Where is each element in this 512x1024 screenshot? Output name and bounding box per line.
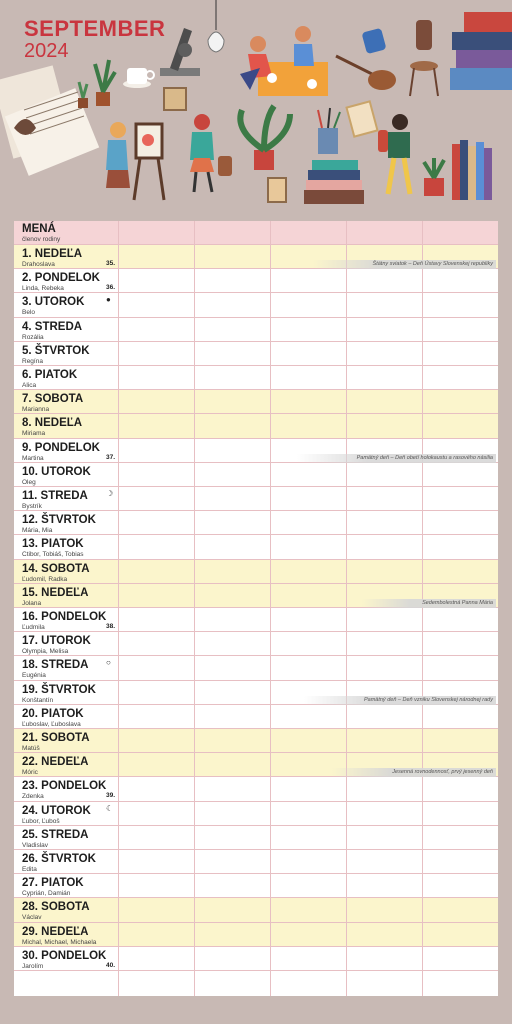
member-cell[interactable]	[346, 560, 347, 583]
member-cell[interactable]	[346, 293, 347, 316]
member-cell[interactable]	[118, 487, 119, 510]
day-label: 1. NEDEĽA	[22, 248, 83, 260]
holiday-note: Sedembolestná Panna Mária	[362, 599, 496, 608]
member-cell[interactable]	[194, 826, 195, 849]
day-label: 3. UTOROK	[22, 296, 85, 309]
member-cell[interactable]	[270, 947, 271, 970]
member-cell[interactable]	[346, 366, 347, 389]
member-cell[interactable]	[270, 414, 271, 437]
day-row	[14, 850, 498, 874]
member-cell[interactable]	[194, 850, 195, 873]
member-cell[interactable]	[118, 245, 119, 268]
member-cell[interactable]	[270, 560, 271, 583]
member-cell[interactable]	[270, 293, 271, 316]
day-row	[14, 656, 498, 680]
member-cell[interactable]	[194, 753, 195, 776]
day-row	[14, 777, 498, 801]
member-cell[interactable]	[346, 947, 347, 970]
member-cell[interactable]	[118, 608, 119, 631]
day-label: 10. UTOROK	[22, 465, 91, 478]
member-cell[interactable]	[270, 463, 271, 486]
member-cell[interactable]	[118, 414, 119, 437]
books-illustration	[450, 12, 512, 90]
day-row	[14, 535, 498, 559]
day-label: 8. NEDEĽA	[22, 417, 83, 430]
day-row	[14, 705, 498, 729]
member-cell[interactable]	[422, 560, 423, 583]
day-label: 22. NEDEĽA	[22, 756, 89, 769]
member-cell[interactable]	[422, 293, 423, 316]
member-cell[interactable]	[194, 923, 195, 946]
pencil-cup-illustration	[318, 108, 340, 154]
member-cell[interactable]	[346, 414, 347, 437]
nameday-names: Belo	[22, 309, 36, 317]
member-cell[interactable]	[346, 826, 347, 849]
day-label: 5. ŠTVRTOK	[22, 344, 90, 357]
nameday-names: Martina	[22, 454, 44, 462]
member-cell[interactable]	[118, 342, 119, 365]
day-row	[14, 511, 498, 535]
nameday-names: Jolana	[22, 599, 42, 607]
member-cell[interactable]	[194, 487, 195, 510]
lamp-illustration	[208, 0, 224, 52]
member-cell[interactable]	[422, 414, 423, 437]
member-cell[interactable]	[118, 318, 119, 341]
day-label: 4. STREDA	[22, 320, 83, 333]
year-title: 2024	[24, 40, 69, 62]
member-cell[interactable]	[118, 826, 119, 849]
day-label: 11. STREDA	[22, 490, 88, 502]
member-cell[interactable]	[270, 777, 271, 800]
member-cell[interactable]	[118, 777, 119, 800]
stool-illustration	[410, 20, 438, 96]
frame-illustration	[164, 88, 186, 110]
member-cell[interactable]	[422, 487, 423, 510]
nameday-names: Móric	[22, 769, 38, 777]
nameday-names: Olympia, Melisa	[22, 648, 69, 656]
names-header: MENÁ	[22, 223, 56, 235]
day-label: 15. NEDEĽA	[22, 586, 89, 599]
member-cell[interactable]	[118, 632, 119, 655]
member-cell[interactable]	[346, 342, 347, 365]
member-cell[interactable]	[422, 463, 423, 486]
member-cell[interactable]	[346, 608, 347, 631]
member-cell[interactable]	[118, 681, 119, 704]
member-cell[interactable]	[346, 729, 347, 752]
boy-illustration	[378, 114, 410, 194]
member-cell[interactable]	[346, 535, 347, 558]
day-row	[14, 414, 498, 438]
member-cell[interactable]	[194, 777, 195, 800]
day-row	[14, 342, 498, 366]
day-row	[14, 584, 498, 608]
nameday-names: Konštantín	[22, 696, 54, 704]
member-cell[interactable]	[194, 560, 195, 583]
member-cell[interactable]	[118, 729, 119, 752]
moon-phase-icon: ☾	[106, 803, 114, 813]
member-cell[interactable]	[118, 269, 119, 292]
day-row	[14, 898, 498, 922]
member-cell[interactable]	[346, 632, 347, 655]
nameday-names: Matúš	[22, 745, 40, 752]
calendar-table	[14, 221, 498, 996]
member-cell[interactable]	[422, 535, 423, 558]
day-label: 19. ŠTVRTOK	[22, 683, 96, 696]
calendar-header	[0, 0, 512, 220]
member-cell[interactable]	[270, 487, 271, 510]
member-cell[interactable]	[194, 802, 195, 825]
day-row	[14, 923, 498, 947]
nameday-names: Drahoslava	[22, 261, 55, 268]
member-cell[interactable]	[422, 874, 423, 897]
member-cell[interactable]	[422, 366, 423, 389]
week-number: 35.	[106, 260, 116, 267]
day-row	[14, 802, 498, 826]
day-row	[14, 439, 498, 463]
member-cell[interactable]	[270, 584, 271, 607]
member-cell[interactable]	[194, 705, 195, 728]
microscope-illustration	[160, 28, 200, 76]
member-cell[interactable]	[346, 463, 347, 486]
member-cell[interactable]	[194, 874, 195, 897]
member-cell[interactable]	[422, 318, 423, 341]
nameday-names: Regína	[22, 357, 43, 365]
member-cell[interactable]	[346, 487, 347, 510]
member-cell[interactable]	[194, 632, 195, 655]
day-row	[14, 463, 498, 487]
member-cell[interactable]	[346, 923, 347, 946]
member-cell[interactable]	[346, 656, 347, 679]
member-cell[interactable]	[422, 923, 423, 946]
guitar-illustration	[336, 56, 396, 90]
day-label: 12. ŠTVRTOK	[22, 514, 96, 527]
member-cell[interactable]	[346, 802, 347, 825]
moon-phase-icon: ○	[106, 658, 111, 668]
member-cell[interactable]	[422, 850, 423, 873]
member-cell[interactable]	[346, 269, 347, 292]
member-cell[interactable]	[270, 269, 271, 292]
member-cell[interactable]	[118, 366, 119, 389]
member-cell[interactable]	[118, 584, 119, 607]
member-cell[interactable]	[118, 463, 119, 486]
moon-phase-icon: ☽	[106, 489, 114, 498]
nameday-names: Rozália	[22, 333, 44, 341]
papers-illustration	[0, 65, 99, 176]
member-cell[interactable]	[194, 245, 195, 268]
member-cell[interactable]	[422, 342, 423, 365]
member-cell[interactable]	[118, 753, 119, 776]
member-cell[interactable]	[194, 463, 195, 486]
member-cell[interactable]	[270, 729, 271, 752]
day-row	[14, 293, 498, 317]
member-cell[interactable]	[194, 511, 195, 534]
member-cell[interactable]	[422, 632, 423, 655]
member-cell[interactable]	[270, 656, 271, 679]
member-cell[interactable]	[346, 390, 347, 413]
nameday-names: Eugénia	[22, 672, 46, 680]
day-label: 29. NEDEĽA	[22, 925, 89, 938]
nameday-names: Alica	[22, 382, 37, 389]
member-cell[interactable]	[270, 511, 271, 534]
day-label: 2. PONDELOK	[22, 272, 100, 285]
holiday-note: Pamätný deň – Deň vzniku Slovenskej národnej rady	[304, 696, 496, 705]
member-cell[interactable]	[270, 608, 271, 631]
member-cell[interactable]	[346, 705, 347, 728]
day-label: 30. PONDELOK	[22, 949, 107, 962]
day-row	[14, 947, 498, 971]
nameday-names: Oleg	[22, 478, 36, 486]
member-cell[interactable]	[194, 729, 195, 752]
nameday-names: Jarolím	[22, 962, 44, 970]
member-cell[interactable]	[422, 269, 423, 292]
member-cell[interactable]	[270, 826, 271, 849]
nameday-names: Ľudomil, Radka	[22, 575, 68, 583]
member-cell[interactable]	[270, 439, 271, 462]
member-cell[interactable]	[270, 705, 271, 728]
names-subheader: členov rodiny	[22, 236, 61, 243]
member-cell[interactable]	[422, 656, 423, 679]
member-cell[interactable]	[118, 850, 119, 873]
holiday-note: Pamätný deň – Deň obetí holokaustu a rasového násilia	[297, 454, 496, 463]
day-label: 7. SOBOTA	[22, 393, 84, 406]
member-cell[interactable]	[270, 681, 271, 704]
member-cell[interactable]	[270, 318, 271, 341]
member-cell[interactable]	[194, 535, 195, 558]
day-row	[14, 269, 498, 293]
member-cell[interactable]	[194, 439, 195, 462]
member-cell[interactable]	[346, 777, 347, 800]
member-cell[interactable]	[194, 681, 195, 704]
day-label: 28. SOBOTA	[22, 901, 90, 914]
nameday-names: Vladislav	[22, 841, 49, 849]
member-cell[interactable]	[194, 318, 195, 341]
member-cell[interactable]	[346, 318, 347, 341]
backpack-illustration	[361, 28, 386, 54]
member-cell[interactable]	[194, 608, 195, 631]
member-cell[interactable]	[270, 753, 271, 776]
day-label: 9. PONDELOK	[22, 441, 100, 454]
blank-row	[14, 971, 498, 996]
day-label: 24. UTOROK	[22, 804, 91, 817]
member-cell[interactable]	[270, 898, 271, 921]
nameday-names: Miriama	[22, 430, 46, 438]
day-label: 6. PIATOK	[22, 369, 78, 381]
day-label: 18. STREDA	[22, 659, 89, 672]
day-row	[14, 632, 498, 656]
member-cell[interactable]	[270, 390, 271, 413]
member-cell[interactable]	[118, 535, 119, 558]
student-illustration	[190, 114, 232, 192]
member-cell[interactable]	[422, 898, 423, 921]
member-cell[interactable]	[194, 342, 195, 365]
member-cell[interactable]	[422, 802, 423, 825]
day-row	[14, 608, 498, 632]
member-cell[interactable]	[118, 390, 119, 413]
nameday-names: Edita	[22, 866, 37, 873]
member-cell[interactable]	[194, 947, 195, 970]
nameday-names: Cyprián, Damián	[22, 890, 71, 898]
member-cell[interactable]	[118, 511, 119, 534]
member-cell[interactable]	[346, 511, 347, 534]
day-row	[14, 729, 498, 753]
nameday-names: Mária, Mia	[22, 527, 53, 535]
member-cell[interactable]	[118, 293, 119, 316]
member-cell[interactable]	[422, 947, 423, 970]
member-cell[interactable]	[270, 535, 271, 558]
day-row	[14, 874, 498, 898]
nameday-names: Ľubor, Ľuboš	[22, 817, 60, 825]
holiday-note: Jesenná rovnodennosť, prvý jesenný deň	[332, 768, 496, 777]
book-stack-illustration	[304, 160, 364, 204]
week-number: 40.	[106, 961, 116, 969]
member-cell[interactable]	[118, 923, 119, 946]
day-label: 16. PONDELOK	[22, 611, 107, 623]
member-cell[interactable]	[346, 874, 347, 897]
nameday-names: Marianna	[22, 406, 50, 414]
day-label: 14. SOBOTA	[22, 562, 90, 575]
month-title: SEPTEMBER	[24, 16, 166, 41]
day-label: 20. PIATOK	[22, 707, 84, 720]
member-cell[interactable]	[270, 874, 271, 897]
member-cell[interactable]	[422, 390, 423, 413]
member-cell[interactable]	[270, 802, 271, 825]
shelf-books-illustration	[452, 140, 492, 200]
member-cell[interactable]	[270, 632, 271, 655]
day-row	[14, 826, 498, 850]
day-label: 26. ŠTVRTOK	[22, 853, 96, 865]
day-label: 27. PIATOK	[22, 877, 84, 890]
member-cell[interactable]	[270, 342, 271, 365]
member-cell[interactable]	[422, 777, 423, 800]
member-cell[interactable]	[346, 584, 347, 607]
week-number: 39.	[106, 792, 116, 800]
nameday-names: Linda, Rebeka	[22, 285, 64, 293]
day-row	[14, 560, 498, 584]
member-cell[interactable]	[422, 729, 423, 752]
nameday-names: Bystrík	[22, 503, 42, 510]
holiday-note: Štátny sviatok – Deň Ústavy Slovenskej republiky	[313, 260, 496, 269]
day-label: 17. UTOROK	[22, 635, 91, 648]
member-cell[interactable]	[270, 366, 271, 389]
week-number: 37.	[106, 453, 116, 461]
member-cell[interactable]	[270, 923, 271, 946]
day-label: 21. SOBOTA	[22, 732, 90, 744]
member-cell[interactable]	[270, 850, 271, 873]
member-cell[interactable]	[118, 560, 119, 583]
day-label: 23. PONDELOK	[22, 780, 107, 793]
nameday-names: Zdenka	[22, 793, 44, 801]
member-cell[interactable]	[118, 898, 119, 921]
moon-phase-icon: ●	[106, 295, 111, 305]
week-number: 36.	[106, 284, 116, 292]
member-cell[interactable]	[194, 366, 195, 389]
member-cell[interactable]	[422, 511, 423, 534]
nameday-names: Ľuboslav, Ľuboslava	[22, 720, 81, 728]
member-cell[interactable]	[118, 874, 119, 897]
member-cell[interactable]	[194, 414, 195, 437]
nameday-names: Michal, Michael, Michaela	[22, 938, 97, 946]
table-header-row	[14, 221, 498, 245]
day-row	[14, 681, 498, 705]
member-cell[interactable]	[346, 850, 347, 873]
pot-plant-illustration	[424, 158, 444, 196]
day-row	[14, 318, 498, 342]
member-cell[interactable]	[194, 656, 195, 679]
day-label: 25. STREDA	[22, 828, 89, 841]
member-cell[interactable]	[194, 390, 195, 413]
nameday-names: Václav	[22, 914, 42, 922]
member-cell[interactable]	[194, 269, 195, 292]
member-cell[interactable]	[422, 826, 423, 849]
member-cell[interactable]	[118, 656, 119, 679]
member-cell[interactable]	[194, 584, 195, 607]
day-row	[14, 245, 498, 269]
day-row	[14, 753, 498, 777]
member-cell[interactable]	[118, 802, 119, 825]
day-row	[14, 366, 498, 390]
week-number: 38.	[106, 623, 116, 630]
member-cell[interactable]	[118, 705, 119, 728]
day-row	[14, 487, 498, 511]
nameday-names: Ľudmila	[22, 624, 45, 631]
member-cell[interactable]	[118, 439, 119, 462]
member-cell[interactable]	[270, 245, 271, 268]
big-plant-illustration	[240, 106, 290, 170]
member-cell[interactable]	[118, 947, 119, 970]
painter-illustration	[106, 122, 164, 200]
member-cell[interactable]	[194, 293, 195, 316]
day-row	[14, 390, 498, 414]
member-cell[interactable]	[346, 898, 347, 921]
cup-illustration	[123, 68, 154, 88]
member-cell[interactable]	[422, 608, 423, 631]
member-cell[interactable]	[194, 898, 195, 921]
people-illustration	[240, 26, 328, 96]
member-cell[interactable]	[422, 705, 423, 728]
nameday-names: Ctibor, Tobiáš, Tobias	[22, 551, 84, 559]
plant-illustration	[78, 60, 115, 108]
day-label: 13. PIATOK	[22, 538, 84, 551]
